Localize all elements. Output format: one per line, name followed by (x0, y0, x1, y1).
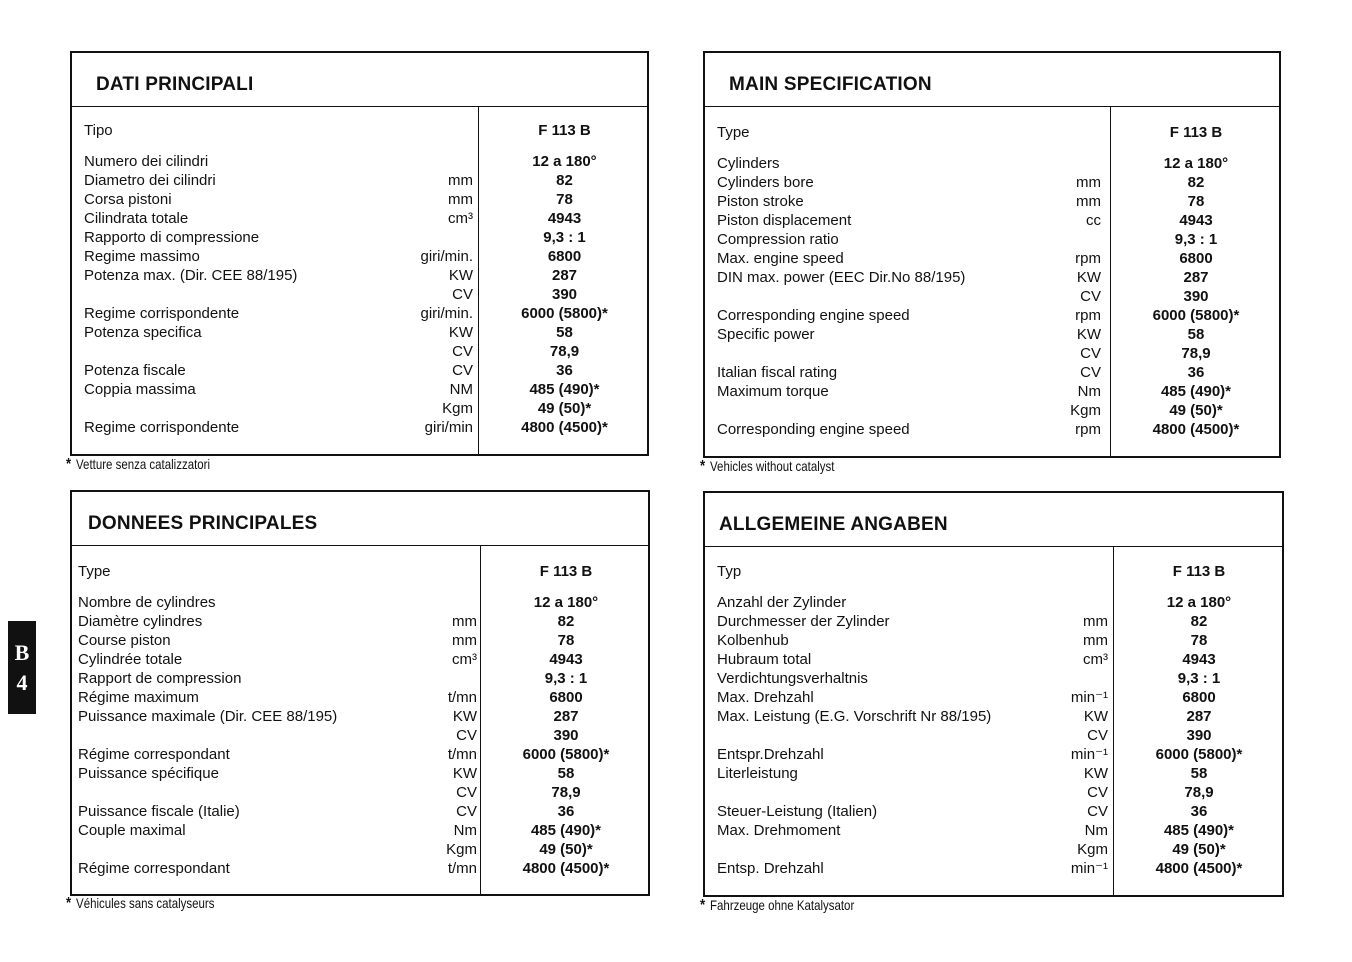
table-row (705, 707, 1282, 726)
row-unit: NM (449, 381, 473, 398)
row-label: Piston displacement (717, 212, 852, 229)
row-label: Couple maximal (78, 822, 186, 839)
row-unit: CV (1087, 727, 1108, 744)
row-label: Type (78, 563, 111, 580)
footnote-text: Vehicles without catalyst (710, 458, 835, 474)
row-value: 4800 (4500)* (1152, 421, 1240, 438)
table-row (705, 268, 1279, 287)
table-row (705, 726, 1282, 745)
table-row (72, 266, 647, 285)
row-unit: KW (1083, 708, 1108, 725)
row-value: 82 (1187, 174, 1205, 191)
row-unit: t/mn (447, 746, 477, 763)
chapter-tab (8, 621, 36, 714)
table-row (72, 418, 647, 437)
row-label: Cylinders (717, 155, 780, 172)
row-value: 78,9 (551, 784, 581, 801)
row-label: Hubraum total (717, 651, 812, 668)
row-label: Diamètre cylindres (78, 613, 203, 630)
table-row (72, 688, 648, 707)
table-row (705, 859, 1282, 878)
table-row (72, 669, 648, 688)
row-unit: mm (448, 172, 473, 189)
asterisk-icon: * (700, 458, 706, 475)
row-unit: mm (448, 191, 473, 208)
table-row (72, 247, 647, 266)
row-label: Type (717, 124, 750, 141)
table-row (72, 304, 647, 323)
row-label: Max. Leistung (E.G. Vorschrift Nr 88/195) (717, 708, 992, 725)
row-value: 287 (553, 708, 579, 725)
row-unit: CV (452, 343, 473, 360)
row-value: 58 (556, 324, 573, 341)
row-unit: min⁻¹ (1070, 746, 1108, 763)
row-unit: KW (448, 267, 473, 284)
asterisk-icon: * (66, 456, 72, 473)
table-row (72, 562, 648, 581)
row-value: F 113 B (1169, 124, 1223, 141)
panel-title: DONNEES PRINCIPALES (72, 492, 648, 546)
row-label: Literleistung (717, 765, 798, 782)
row-value: 4943 (1179, 212, 1213, 229)
footnote-text: Véhicules sans catalyseurs (76, 895, 215, 911)
panel-title: DATI PRINCIPALI (72, 53, 647, 107)
row-unit: KW (1083, 765, 1108, 782)
table-row (72, 209, 647, 228)
table-row (705, 154, 1279, 173)
table-row (72, 171, 647, 190)
row-unit: cc (1086, 212, 1101, 229)
row-label: Compression ratio (717, 231, 839, 248)
row-value: 4800 (4500)* (1155, 860, 1243, 877)
row-value: 390 (1186, 727, 1212, 744)
row-unit: min⁻¹ (1070, 689, 1108, 706)
table-row (72, 399, 647, 418)
row-label: Italian fiscal rating (717, 364, 838, 381)
row-unit: Kgm (442, 400, 473, 417)
row-value: 78,9 (1184, 784, 1214, 801)
row-value: 12 a 180° (532, 153, 597, 170)
row-label: Verdichtungsverhaltnis (717, 670, 868, 687)
table-row (72, 323, 647, 342)
footnote-italian (66, 456, 210, 474)
asterisk-icon: * (66, 895, 72, 912)
row-value: 49 (50)* (1172, 841, 1226, 858)
table-row (72, 783, 648, 802)
row-label: Rapporto di compressione (84, 229, 260, 246)
table-row (705, 306, 1279, 325)
row-unit: rpm (1075, 250, 1101, 267)
row-unit: mm (1083, 632, 1108, 649)
table-row (705, 211, 1279, 230)
row-value: 4943 (1182, 651, 1216, 668)
row-unit: mm (1083, 613, 1108, 630)
spec-panel-english (703, 51, 1281, 458)
panel-title: ALLGEMEINE ANGABEN (705, 493, 1282, 547)
row-unit: KW (452, 708, 477, 725)
row-label: Tipo (84, 122, 113, 139)
row-unit: min⁻¹ (1070, 860, 1108, 877)
row-value: 58 (1187, 326, 1205, 343)
row-value: 12 a 180° (533, 594, 599, 611)
table-row (705, 562, 1282, 581)
row-unit: rpm (1075, 307, 1101, 324)
row-label: Regime massimo (84, 248, 200, 265)
row-label: Potenza specifica (84, 324, 202, 341)
table-row (705, 593, 1282, 612)
chapter-number: 4 (16, 669, 28, 695)
row-value: 485 (490)* (530, 822, 602, 839)
table-row (705, 363, 1279, 382)
row-value: 78,9 (549, 343, 580, 360)
row-unit: Kgm (446, 841, 477, 858)
row-unit: CV (452, 362, 473, 379)
row-value: 6800 (549, 689, 583, 706)
row-value: 49 (50)* (537, 400, 592, 417)
spec-table (705, 547, 1282, 895)
row-value: 9,3 : 1 (1177, 670, 1221, 687)
table-row (72, 821, 648, 840)
table-row (705, 230, 1279, 249)
row-unit: mm (1076, 174, 1101, 191)
spec-panel-italian (70, 51, 649, 456)
table-row (72, 285, 647, 304)
row-label: Kolbenhub (717, 632, 789, 649)
row-value: 78 (557, 632, 575, 649)
footnote-english (700, 458, 834, 476)
row-value: 6000 (5800)* (522, 746, 610, 763)
row-value: 58 (557, 765, 575, 782)
row-value: 12 a 180° (1166, 594, 1232, 611)
row-unit: cm³ (448, 210, 473, 227)
row-unit: cm³ (1083, 651, 1108, 668)
row-label: DIN max. power (EEC Dir.No 88/195) (717, 269, 966, 286)
row-label: Piston stroke (717, 193, 804, 210)
table-row (705, 287, 1279, 306)
table-row (705, 840, 1282, 859)
row-value: 485 (490)* (1160, 383, 1232, 400)
table-row (705, 688, 1282, 707)
table-row (72, 764, 648, 783)
row-label: Régime maximum (78, 689, 199, 706)
row-label: Max. Drehzahl (717, 689, 814, 706)
row-value: 485 (490)* (529, 381, 600, 398)
table-row (72, 612, 648, 631)
row-value: 49 (50)* (1169, 402, 1223, 419)
row-label: Corresponding engine speed (717, 307, 910, 324)
row-value: 4800 (4500)* (522, 860, 610, 877)
row-unit: t/mn (447, 860, 477, 877)
row-value: 36 (556, 362, 573, 379)
table-row (705, 173, 1279, 192)
row-value: 82 (556, 172, 573, 189)
row-label: Entsp. Drehzahl (717, 860, 824, 877)
table-row (705, 631, 1282, 650)
row-unit: Nm (1077, 383, 1101, 400)
table-row (705, 344, 1279, 363)
spec-panel-french (70, 490, 650, 896)
row-label: Max. engine speed (717, 250, 844, 267)
table-row (72, 745, 648, 764)
row-label: Corresponding engine speed (717, 421, 910, 438)
table-row (72, 840, 648, 859)
row-unit: Kgm (1070, 402, 1101, 419)
row-value: 36 (557, 803, 575, 820)
row-unit: CV (1087, 803, 1108, 820)
spec-panel-german (703, 491, 1284, 897)
table-row (72, 593, 648, 612)
row-value: F 113 B (538, 122, 591, 139)
row-value: 390 (553, 727, 579, 744)
row-unit: giri/min (424, 419, 473, 436)
row-unit: CV (456, 803, 477, 820)
row-value: 390 (1183, 288, 1209, 305)
row-value: 9,3 : 1 (543, 229, 586, 246)
spec-table (72, 546, 648, 894)
table-row (72, 631, 648, 650)
footnote-text: Fahrzeuge ohne Katalysator (710, 897, 855, 913)
row-label: Entspr.Drehzahl (717, 746, 824, 763)
table-row (705, 192, 1279, 211)
row-label: Rapport de compression (78, 670, 242, 687)
table-row (72, 190, 647, 209)
spec-table (705, 107, 1279, 456)
table-row (705, 650, 1282, 669)
row-value: 6000 (5800)* (1152, 307, 1240, 324)
row-value: 4943 (549, 651, 583, 668)
row-label: Puissance maximale (Dir. CEE 88/195) (78, 708, 338, 725)
panel-title: MAIN SPECIFICATION (705, 53, 1279, 107)
row-value: 6800 (1182, 689, 1216, 706)
row-unit: mm (452, 613, 477, 630)
table-row (705, 612, 1282, 631)
row-label: Nombre de cylindres (78, 594, 216, 611)
table-row (705, 401, 1279, 420)
row-label: Potenza fiscale (84, 362, 186, 379)
chapter-letter: B (14, 639, 30, 665)
table-row (72, 342, 647, 361)
row-unit: CV (456, 784, 477, 801)
row-label: Steuer-Leistung (Italien) (717, 803, 878, 820)
row-unit: CV (1087, 784, 1108, 801)
row-value: 485 (490)* (1163, 822, 1235, 839)
row-label: Cylindrée totale (78, 651, 183, 668)
row-value: 9,3 : 1 (1174, 231, 1218, 248)
table-row (705, 764, 1282, 783)
row-value: 6000 (5800)* (521, 305, 608, 322)
table-row (72, 802, 648, 821)
row-label: Regime corrispondente (84, 305, 240, 322)
row-unit: Nm (453, 822, 477, 839)
table-row (72, 361, 647, 380)
row-label: Course piston (78, 632, 171, 649)
row-value: 287 (1186, 708, 1212, 725)
row-value: 49 (50)* (539, 841, 593, 858)
row-label: Cilindrata totale (84, 210, 189, 227)
table-row (72, 380, 647, 399)
row-value: 82 (557, 613, 575, 630)
table-row (705, 382, 1279, 401)
row-value: 36 (1190, 803, 1208, 820)
table-row (705, 325, 1279, 344)
row-label: Diametro dei cilindri (84, 172, 216, 189)
table-row (705, 420, 1279, 439)
row-unit: giri/min. (420, 305, 473, 322)
row-unit: CV (1080, 288, 1101, 305)
row-unit: rpm (1075, 421, 1101, 438)
row-label: Regime corrispondente (84, 419, 240, 436)
row-label: Typ (717, 563, 742, 580)
table-row (72, 859, 648, 878)
row-value: 12 a 180° (1163, 155, 1229, 172)
spec-table (72, 107, 647, 454)
row-value: 78 (556, 191, 573, 208)
table-row (705, 821, 1282, 840)
row-unit: CV (452, 286, 473, 303)
row-label: Puissance spécifique (78, 765, 219, 782)
row-unit: mm (1076, 193, 1101, 210)
table-row (705, 745, 1282, 764)
row-value: 36 (1187, 364, 1205, 381)
table-row (705, 123, 1279, 142)
table-row (72, 228, 647, 247)
row-value: 4943 (547, 210, 582, 227)
row-unit: KW (1076, 269, 1101, 286)
row-label: Coppia massima (84, 381, 196, 398)
row-value: 78,9 (1181, 345, 1211, 362)
row-unit: CV (1080, 345, 1101, 362)
row-value: F 113 B (1172, 563, 1226, 580)
row-unit: giri/min. (420, 248, 473, 265)
row-unit: cm³ (452, 651, 477, 668)
footnote-french (66, 895, 215, 913)
row-label: Numero dei cilindri (84, 153, 209, 170)
row-unit: mm (452, 632, 477, 649)
row-unit: CV (456, 727, 477, 744)
table-row (72, 650, 648, 669)
table-row (705, 249, 1279, 268)
row-value: F 113 B (539, 563, 593, 580)
row-value: 82 (1190, 613, 1208, 630)
table-row (705, 802, 1282, 821)
row-value: 58 (1190, 765, 1208, 782)
row-label: Cylinders bore (717, 174, 814, 191)
table-row (72, 726, 648, 745)
row-unit: KW (1076, 326, 1101, 343)
table-row (72, 121, 647, 140)
row-unit: Kgm (1077, 841, 1108, 858)
row-value: 9,3 : 1 (544, 670, 588, 687)
row-label: Puissance fiscale (Italie) (78, 803, 240, 820)
table-row (72, 152, 647, 171)
table-row (705, 669, 1282, 688)
row-value: 287 (551, 267, 578, 284)
row-value: 287 (1183, 269, 1209, 286)
row-unit: t/mn (447, 689, 477, 706)
row-label: Régime correspondant (78, 746, 230, 763)
footnote-german (700, 897, 854, 915)
row-value: 6000 (5800)* (1155, 746, 1243, 763)
row-value: 78 (1190, 632, 1208, 649)
footnote-text: Vetture senza catalizzatori (76, 456, 211, 472)
row-label: Potenza max. (Dir. CEE 88/195) (84, 267, 298, 284)
row-label: Corsa pistoni (84, 191, 172, 208)
row-value: 78 (1187, 193, 1205, 210)
row-value: 6800 (1179, 250, 1213, 267)
table-row (705, 783, 1282, 802)
row-label: Anzahl der Zylinder (717, 594, 847, 611)
row-label: Maximum torque (717, 383, 829, 400)
row-unit: Nm (1084, 822, 1108, 839)
table-row (72, 707, 648, 726)
row-label: Specific power (717, 326, 815, 343)
row-label: Durchmesser der Zylinder (717, 613, 890, 630)
row-value: 4800 (4500)* (521, 419, 608, 436)
row-unit: KW (452, 765, 477, 782)
row-value: 390 (551, 286, 578, 303)
row-label: Régime correspondant (78, 860, 230, 877)
row-label: Max. Drehmoment (717, 822, 841, 839)
row-value: 6800 (547, 248, 582, 265)
asterisk-icon: * (700, 897, 706, 914)
row-unit: CV (1080, 364, 1101, 381)
row-unit: KW (448, 324, 473, 341)
